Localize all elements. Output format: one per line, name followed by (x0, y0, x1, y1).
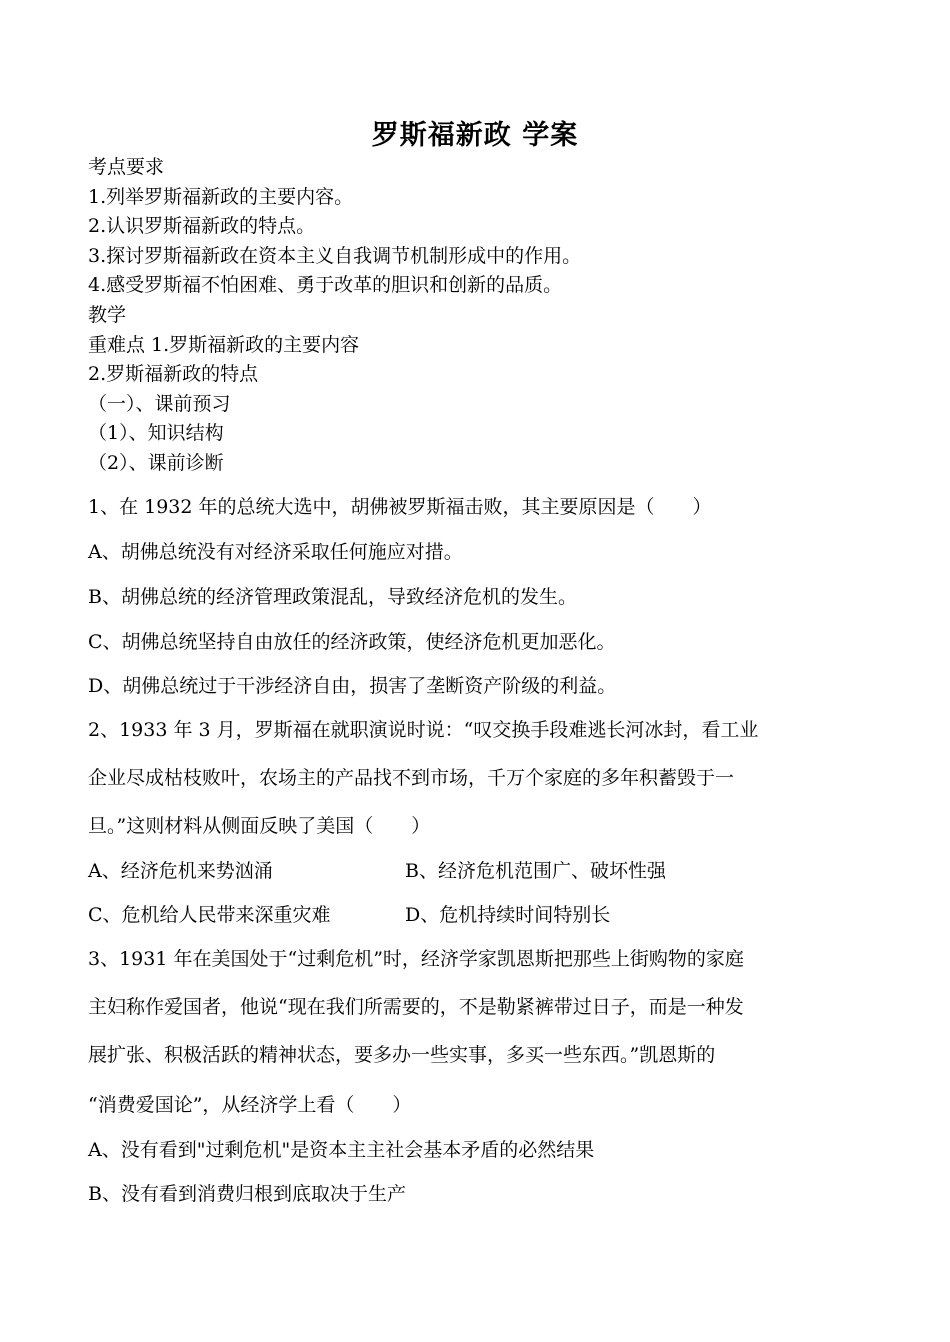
key-point-line: 重难点 1.罗斯福新政的主要内容 (88, 334, 360, 356)
objective-line: 4.感受罗斯福不怕困难、勇于改革的胆识和创新的品质。 (88, 274, 563, 296)
question-3-stem-line: 3、1931 年在美国处于“过剩危机”时，经济学家凯恩斯把那些上街购物的家庭 (88, 948, 744, 970)
objective-line: 1.列举罗斯福新政的主要内容。 (88, 186, 354, 208)
question-2-stem-line: 企业尽成枯枝败叶，农场主的产品找不到市场，千万个家庭的多年积蓄毁于一 (88, 767, 735, 789)
question-3-stem-line: “消费爱国论”，从经济学上看（ ） (88, 1094, 412, 1116)
question-3-stem-line: 展扩张、积极活跃的精神状态，要多办一些实事，多买一些东西。”凯恩斯的 (88, 1044, 716, 1066)
question-1-option-d: D、胡佛总统过于干涉经济自由，损害了垄断资产阶级的利益。 (88, 675, 617, 697)
question-1-option-c: C、胡佛总统坚持自由放任的经济政策，使经济危机更加恶化。 (88, 631, 616, 653)
question-1-option-a: A、胡佛总统没有对经济采取任何施应对措。 (88, 541, 463, 563)
subsection-heading: （1）、知识结构 (88, 422, 224, 444)
section-heading: 教学 (88, 304, 127, 326)
question-3-option-b: B、没有看到消费归根到底取决于生产 (88, 1183, 406, 1205)
objective-line: 3.探讨罗斯福新政在资本主义自我调节机制形成中的作用。 (88, 245, 582, 267)
objective-line: 2.认识罗斯福新政的特点。 (88, 215, 316, 237)
question-2-option-b: B、经济危机范围广、破坏性强 (405, 860, 666, 882)
question-2-option-d: D、危机持续时间特别长 (405, 904, 611, 926)
question-2-option-c: C、危机给人民带来深重灾难 (88, 904, 331, 926)
key-point-line: 2.罗斯福新政的特点 (88, 363, 259, 385)
question-3-option-a: A、没有看到"过剩危机"是资本主主社会基本矛盾的必然结果 (88, 1139, 595, 1161)
subsection-heading: （2）、课前诊断 (88, 452, 224, 474)
question-2-stem-line: 2、1933 年 3 月，罗斯福在就职演说时说：“叹交换手段难逃长河冰封，看工业 (88, 719, 759, 741)
question-1-stem: 1、在 1932 年的总统大选中，胡佛被罗斯福击败，其主要原因是（ ） (88, 496, 712, 518)
question-2-option-a: A、经济危机来势汹涌 (88, 860, 273, 882)
subsection-heading: （一）、课前预习 (88, 393, 231, 415)
question-2-stem-line: 旦。”这则材料从侧面反映了美国（ ） (88, 815, 431, 837)
section-heading: 考点要求 (88, 156, 165, 178)
question-1-option-b: B、胡佛总统的经济管理政策混乱，导致经济危机的发生。 (88, 586, 577, 608)
question-3-stem-line: 主妇称作爱国者，他说“现在我们所需要的，不是勒紧裤带过日子，而是一种发 (88, 996, 744, 1018)
document-title: 罗斯福新政 学案 (371, 120, 579, 151)
